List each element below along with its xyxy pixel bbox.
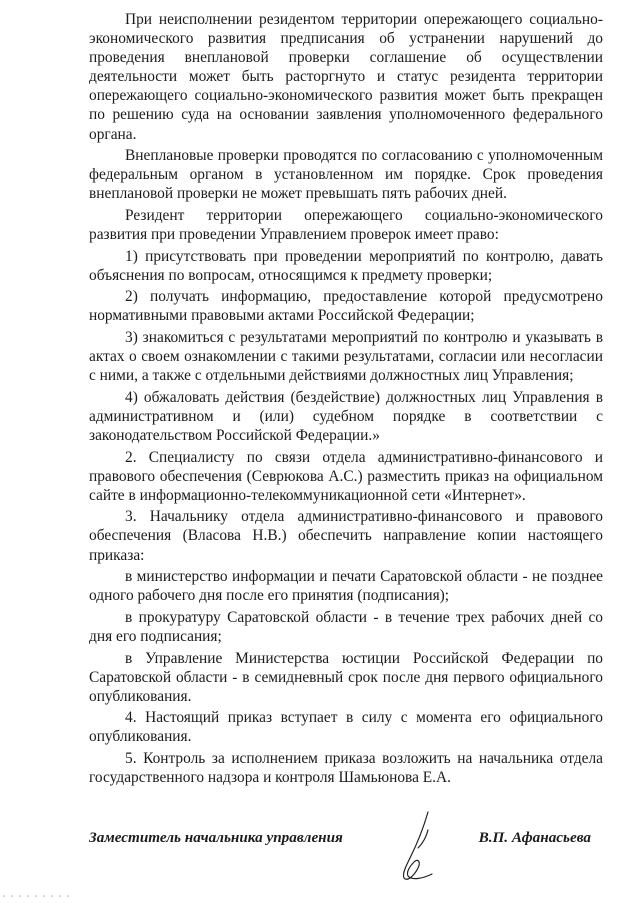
list-item: 3) знакомиться с результатами мероприятий по контролю и указывать в актах о своем ознакомлении с такими результатами, согласии или несогласии с ними, а также с отдельными действиями должностных лиц Управления;	[89, 329, 603, 385]
paragraph: Резидент территории опережающего социально-экономического развития при проведении Управлением проверок имеет право:	[89, 206, 603, 244]
paragraph: 3. Начальнику отдела административно-финансового и правового обеспечения (Власова Н.В.) обеспечить направление копии настоящего приказа:	[89, 508, 603, 564]
list-item: в министерство информации и печати Саратовской области - не позднее одного рабочего дня после его принятия (подписания);	[89, 568, 603, 605]
list-item: 1) присутствовать при проведении мероприятий по контролю, давать объяснения по вопросам, относящимся к предмету проверки;	[89, 247, 603, 284]
scan-artifact-dots	[0, 893, 90, 899]
document-body	[89, 10, 603, 790]
paragraph: 5. Контроль за исполнением приказа возложить на начальника отдела государственного надзора и контроля Шамьюнова Е.А.	[89, 749, 603, 787]
signatory-name: В.П. Афанасьева	[478, 829, 591, 846]
paragraph: При неисполнении резидентом территории опережающего социально-экономического развития предписания об устранении нарушений до проведения внеплановой проверки соглашение об осуществлении деятельности может быть расторгнуто и статус резидента территории опережающего социально-экономического развития может быть прекращен по решению суда на основании заявления уполномоченного федерального органа.	[89, 11, 603, 143]
list-item: в прокуратуру Саратовской области - в течение трех рабочих дней со дня его подписания;	[89, 608, 603, 645]
paragraph: 4. Настоящий приказ вступает в силу с момента его официального опубликования.	[89, 709, 603, 746]
list-item: в Управление Министерства юстиции Российской Федерации по Саратовской области - в семидневный срок после дня первого официального опубликования.	[89, 649, 603, 705]
handwritten-signature	[388, 808, 448, 888]
signatory-position: Заместитель начальника управления	[89, 829, 343, 846]
list-item: 4) обжаловать действия (бездействие) должностных лиц Управления в административном и (или) судебном порядке в соответствии с законодательством Российской Федерации.»	[89, 388, 603, 444]
signature-block	[89, 829, 603, 851]
paragraph: 2. Специалисту по связи отдела административно-финансового и правового обеспечения (Севрюкова А.С.) разместить приказ на официальном сайте в информационно-телекоммуникационной сети «Интернет».	[89, 448, 603, 504]
paragraph: Внеплановые проверки проводятся по согласованию с уполномоченным федеральным органом в установленном им порядке. Срок проведения внеплановой проверки не может превышать пять рабочих дней.	[89, 147, 603, 203]
list-item: 2) получать информацию, предоставление которой предусмотрено нормативными правовыми актами Российской Федерации;	[89, 288, 603, 325]
